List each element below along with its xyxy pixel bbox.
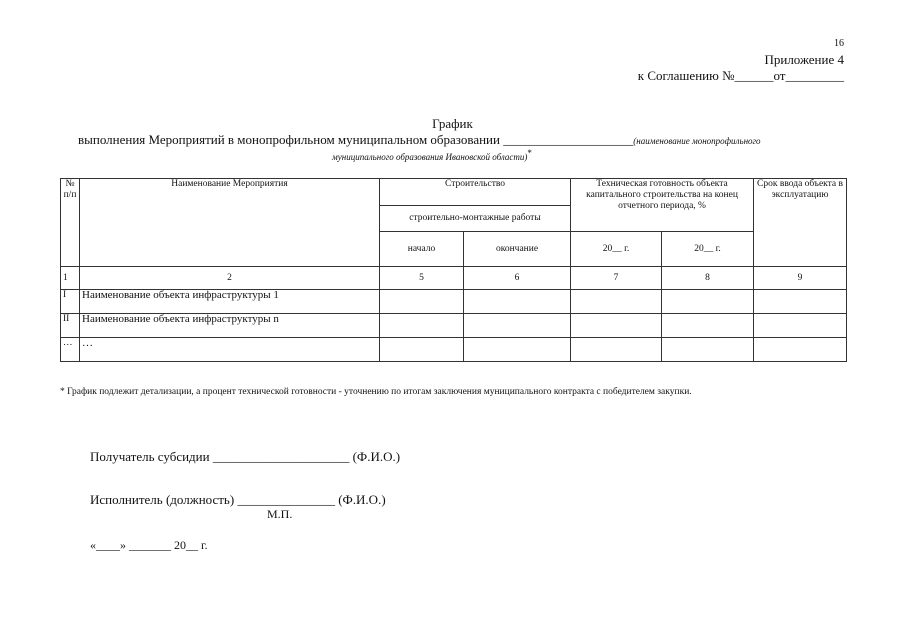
header-year-2: 20__ г.: [662, 232, 754, 267]
column-number: 9: [754, 267, 847, 290]
cell-empty: [571, 290, 662, 314]
header-end: окончание: [464, 232, 571, 267]
table-row: [61, 314, 847, 338]
row-name: Наименование объекта инфраструктуры n: [80, 314, 380, 338]
cell-empty: [464, 338, 571, 362]
schedule-table: [60, 178, 847, 362]
header-start: начало: [380, 232, 464, 267]
header-commission: Срок ввода объекта в эксплуатацию: [754, 179, 847, 267]
cell-empty: [662, 290, 754, 314]
title-line-1-note: (наименование монопрофильного: [633, 136, 761, 146]
appendix-agreement-ref: к Соглашению №______от_________: [637, 68, 844, 83]
table-row: [61, 338, 847, 362]
title-line-1: [78, 132, 761, 148]
header-readiness: Техническая готовность объекта капитального строительства на конец отчетного периода, %: [571, 179, 754, 232]
appendix-label: Приложение 4: [764, 52, 844, 67]
table-row: [61, 290, 847, 314]
column-number: 8: [662, 267, 754, 290]
column-number: 5: [380, 267, 464, 290]
stamp-place: М.П.: [267, 507, 293, 521]
header-name: Наименование Мероприятия: [80, 179, 380, 267]
column-number: 6: [464, 267, 571, 290]
recipient-signature-line: Получатель субсидии _____________________ (Ф.И.О.): [90, 449, 401, 464]
cell-empty: [662, 338, 754, 362]
cell-empty: [571, 314, 662, 338]
header-construction-works: строительно-монтажные работы: [380, 206, 571, 232]
cell-empty: [662, 314, 754, 338]
footnote: * График подлежит детализации, а процент технической готовности - уточнению по итогам заключения муниципального контракта с победителем закупки.: [60, 387, 692, 397]
cell-empty: [754, 314, 847, 338]
cell-empty: [380, 338, 464, 362]
footnote-mark: *: [527, 148, 532, 158]
document-title: График: [432, 116, 473, 131]
executor-signature-line: Исполнитель (должность) _______________ (Ф.И.О.): [90, 492, 386, 507]
title-line-1-text: выполнения Мероприятий в монопрофильном муниципальном образовании ____________________: [78, 132, 634, 147]
cell-empty: [380, 290, 464, 314]
page-number: 16: [834, 38, 844, 49]
header-year-1: 20__ г.: [571, 232, 662, 267]
header-num: № п/п: [61, 179, 80, 267]
column-number: 1: [61, 267, 80, 290]
column-number: 7: [571, 267, 662, 290]
cell-empty: [380, 314, 464, 338]
title-line-2-text: муниципального образования Ивановской области): [332, 152, 528, 162]
column-number: 2: [80, 267, 380, 290]
row-name: Наименование объекта инфраструктуры 1: [80, 290, 380, 314]
row-num: II: [61, 314, 80, 338]
cell-empty: [571, 338, 662, 362]
title-line-2: [332, 148, 532, 162]
row-name: …: [80, 338, 380, 362]
row-num: I: [61, 290, 80, 314]
header-construction: Строительство: [380, 179, 571, 206]
cell-empty: [464, 290, 571, 314]
cell-empty: [754, 290, 847, 314]
date-line: «____» _______ 20__ г.: [90, 538, 208, 552]
row-num: …: [61, 338, 80, 362]
cell-empty: [754, 338, 847, 362]
cell-empty: [464, 314, 571, 338]
